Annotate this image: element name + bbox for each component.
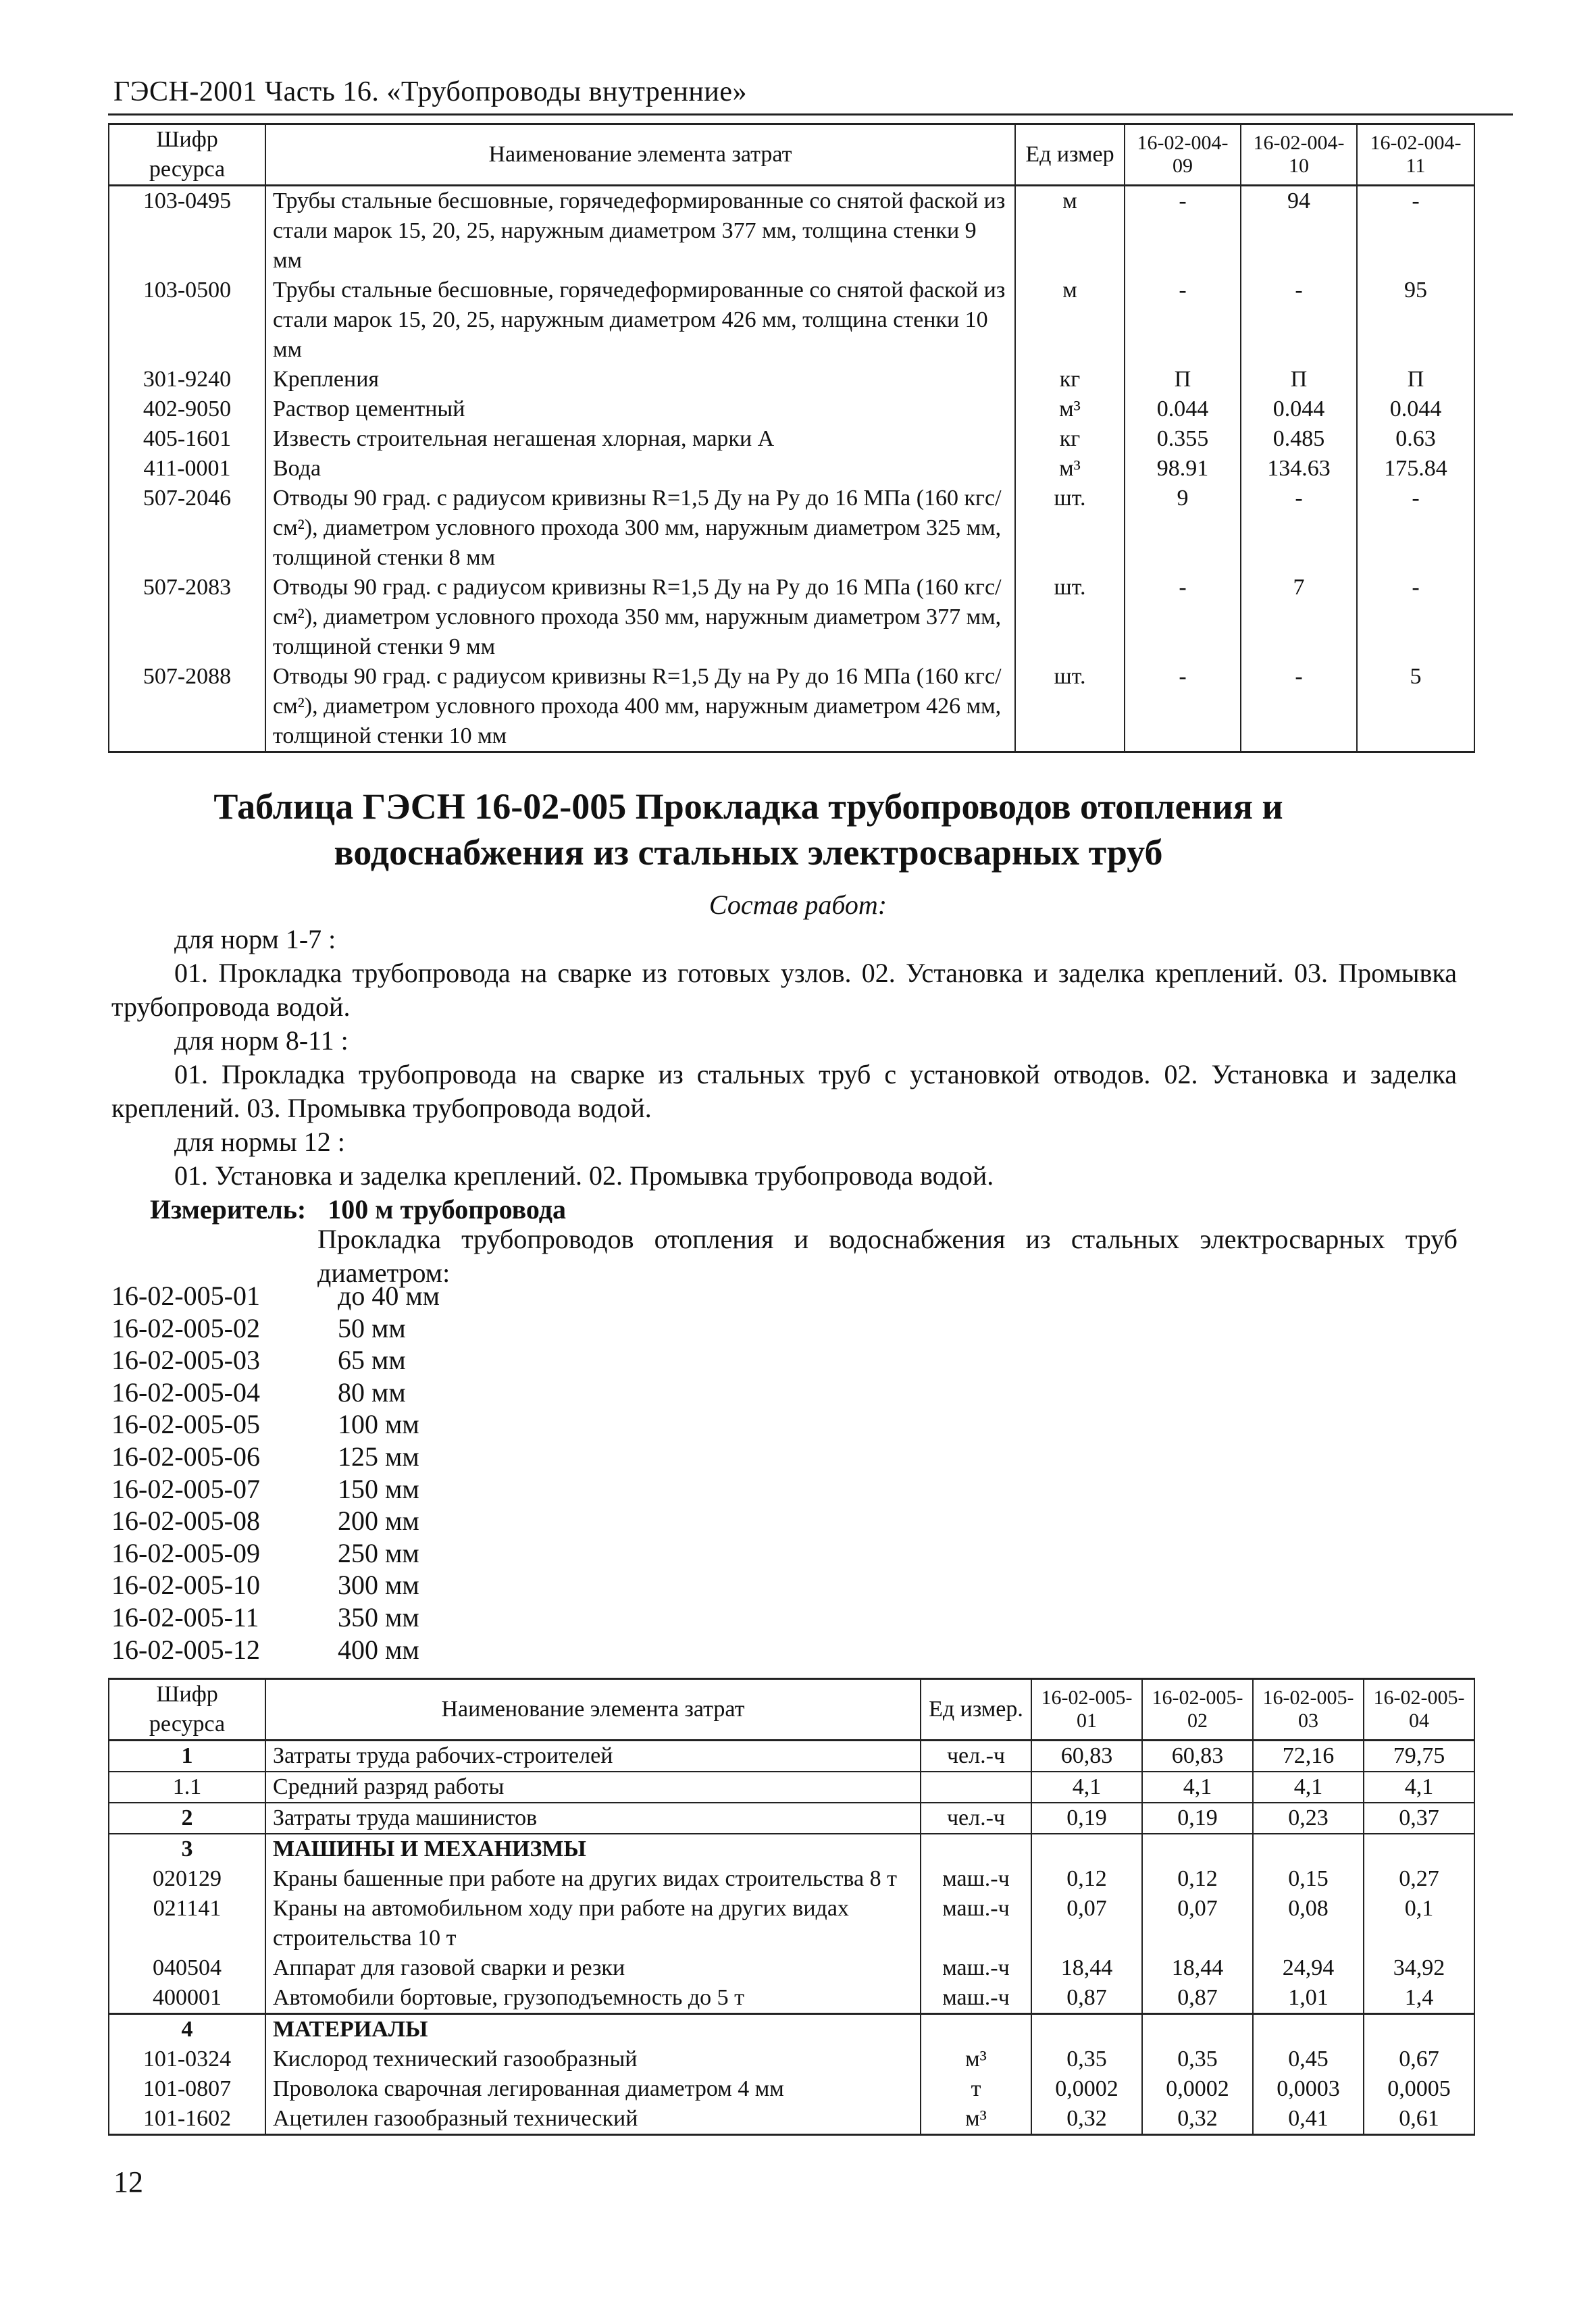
list-item <box>111 1280 440 1312</box>
value-col-4: 0,0005 <box>1364 2074 1474 2104</box>
resource-code: 101-1602 <box>109 2104 265 2135</box>
composition-heading: Состав работ: <box>709 890 887 920</box>
list-item <box>111 1473 440 1506</box>
table-row <box>109 1864 1474 1894</box>
norm-value: 250 мм <box>338 1537 419 1568</box>
resource-unit: м <box>1015 276 1125 365</box>
resource-unit: м³ <box>1015 394 1125 424</box>
resource-unit: маш.-ч <box>921 1894 1031 1953</box>
value-col-4: 0,27 <box>1364 1864 1474 1894</box>
value-col-1: - <box>1125 662 1241 752</box>
value-col-3: 0,41 <box>1253 2104 1364 2135</box>
resource-unit: м³ <box>921 2104 1031 2135</box>
norm-code: 16-02-005-02 <box>111 1312 260 1343</box>
table-row <box>109 2045 1474 2074</box>
table-title: Таблица ГЭСН 16-02-005 Прокладка трубопроводов отопления и водоснабжения из стальных электросварных труб <box>213 786 1283 873</box>
resource-unit: м <box>1015 186 1125 276</box>
norm-code: 16-02-005-12 <box>111 1634 260 1665</box>
value-col-3: - <box>1357 573 1474 662</box>
table-row <box>109 573 1474 662</box>
value-col-2 <box>1142 2014 1253 2045</box>
resource-code: 507-2046 <box>109 484 265 573</box>
norms-label-1-7: для норм 1-7 : <box>174 924 336 954</box>
table-section-row <box>109 2014 1474 2045</box>
norms-label-8-11: для норм 8-11 : <box>174 1025 349 1056</box>
resource-name: Трубы стальные бесшовные, горячедеформированные со снятой фаской из стали марок 15, 20, 25, наружным диаметром 377 мм, толщина стенки 9 мм <box>265 186 1015 276</box>
list-item <box>111 1601 440 1634</box>
running-header: ГЭСН-2001 Часть 16. «Трубопроводы внутренние» <box>113 76 748 107</box>
resource-code: 402-9050 <box>109 394 265 424</box>
resource-code: 507-2083 <box>109 573 265 662</box>
value-col-1 <box>1031 2014 1142 2045</box>
value-col-1: 0,0002 <box>1031 2074 1142 2104</box>
value-col-2: 0,19 <box>1142 1803 1253 1834</box>
resource-code: 405-1601 <box>109 424 265 454</box>
norm-code: 16-02-005-04 <box>111 1377 260 1408</box>
list-item <box>111 1537 440 1570</box>
list-item <box>111 1634 440 1666</box>
resource-unit: шт. <box>1015 573 1125 662</box>
value-col-4: 1,4 <box>1364 1983 1474 2014</box>
header-col-2: 16-02-004-10 <box>1241 124 1357 186</box>
resource-unit: чел.-ч <box>921 1803 1031 1834</box>
list-item <box>111 1505 440 1537</box>
value-col-3 <box>1253 2014 1364 2045</box>
resource-name: Отводы 90 град. с радиусом кривизны R=1,5 Ду на Ру до 16 МПа (160 кгс/см²), диаметром условного прохода 300 мм, наружным диаметром 325 мм, толщиной стенки 8 мм <box>265 484 1015 573</box>
value-col-1: - <box>1125 186 1241 276</box>
resource-code: 301-9240 <box>109 365 265 394</box>
resource-name: Краны на автомобильном ходу при работе на других видах строительства 10 т <box>265 1894 921 1953</box>
value-col-4: 34,92 <box>1364 1953 1474 1983</box>
resource-name: Трубы стальные бесшовные, горячедеформированные со снятой фаской из стали марок 15, 20, 25, наружным диаметром 426 мм, толщина стенки 10 мм <box>265 276 1015 365</box>
value-col-2: 18,44 <box>1142 1953 1253 1983</box>
header-col-3: 16-02-004-11 <box>1357 124 1474 186</box>
resource-name: Отводы 90 град. с радиусом кривизны R=1,5 Ду на Ру до 16 МПа (160 кгс/см²), диаметром условного прохода 350 мм, наружным диаметром 377 мм, толщиной стенки 9 мм <box>265 573 1015 662</box>
resource-code: 103-0495 <box>109 186 265 276</box>
resource-table-16-02-005 <box>108 1678 1475 2136</box>
value-col-3: 5 <box>1357 662 1474 752</box>
table-row <box>109 1772 1474 1803</box>
table-row <box>109 1803 1474 1834</box>
value-col-1: 9 <box>1125 484 1241 573</box>
value-col-1: 0,35 <box>1031 2045 1142 2074</box>
norm-value: 65 мм <box>338 1345 406 1376</box>
resource-name: Кислород технический газообразный <box>265 2045 921 2074</box>
table-row <box>109 2104 1474 2135</box>
value-col-1 <box>1031 1834 1142 1864</box>
value-col-1: 0,12 <box>1031 1864 1142 1894</box>
resource-name: Средний разряд работы <box>265 1772 921 1803</box>
value-col-4 <box>1364 2014 1474 2045</box>
table-row <box>109 186 1474 276</box>
value-col-1: 0,87 <box>1031 1983 1142 2014</box>
header-name: Наименование элемента затрат <box>265 124 1015 186</box>
list-item <box>111 1312 440 1345</box>
section-name: МАШИНЫ И МЕХАНИЗМЫ <box>265 1834 921 1864</box>
header-unit: Ед измер <box>1015 124 1125 186</box>
table-row <box>109 1983 1474 2014</box>
header-code: Шифр ресурса <box>109 124 265 186</box>
value-col-2 <box>1142 1834 1253 1864</box>
table-section-row <box>109 1834 1474 1864</box>
table-row <box>109 276 1474 365</box>
table-row <box>109 365 1474 394</box>
value-col-2: 94 <box>1241 186 1357 276</box>
value-col-2: 0,12 <box>1142 1864 1253 1894</box>
value-col-2: 134.63 <box>1241 454 1357 484</box>
resource-unit: м³ <box>921 2045 1031 2074</box>
table-row <box>109 424 1474 454</box>
value-col-1: 4,1 <box>1031 1772 1142 1803</box>
resource-name: Ацетилен газообразный технический <box>265 2104 921 2135</box>
list-item <box>111 1408 440 1441</box>
header-unit: Ед измер. <box>921 1679 1031 1741</box>
value-col-3: 0,23 <box>1253 1803 1364 1834</box>
value-col-2: П <box>1241 365 1357 394</box>
resource-name: Отводы 90 град. с радиусом кривизны R=1,5 Ду на Ру до 16 МПа (160 кгс/см²), диаметром условного прохода 400 мм, наружным диаметром 426 мм, толщиной стенки 10 мм <box>265 662 1015 752</box>
header-col-1: 16-02-004-09 <box>1125 124 1241 186</box>
value-col-2: - <box>1241 662 1357 752</box>
value-col-2: 0,0002 <box>1142 2074 1253 2104</box>
norm-code: 16-02-005-05 <box>111 1409 260 1440</box>
resource-code: 400001 <box>109 1983 265 2014</box>
norm-value: 80 мм <box>338 1377 406 1408</box>
value-col-3: 0,0003 <box>1253 2074 1364 2104</box>
value-col-1: 0.044 <box>1125 394 1241 424</box>
header-col-4: 16-02-005-04 <box>1364 1679 1474 1741</box>
header-code: Шифр ресурса <box>109 1679 265 1741</box>
resource-code: 507-2088 <box>109 662 265 752</box>
page-number: 12 <box>113 2165 143 2199</box>
section-name: МАТЕРИАЛЫ <box>265 2014 921 2045</box>
resource-unit <box>921 1772 1031 1803</box>
table-row <box>109 454 1474 484</box>
norm-code: 16-02-005-06 <box>111 1441 260 1472</box>
norm-code: 16-02-005-08 <box>111 1506 260 1537</box>
norm-code: 16-02-005-09 <box>111 1537 260 1568</box>
resource-unit: м³ <box>1015 454 1125 484</box>
resource-code: 1 <box>109 1741 265 1772</box>
resource-name: Аппарат для газовой сварки и резки <box>265 1953 921 1983</box>
table-row <box>109 662 1474 752</box>
value-col-2: 0,87 <box>1142 1983 1253 2014</box>
value-col-1: 0,32 <box>1031 2104 1142 2135</box>
value-col-1: П <box>1125 365 1241 394</box>
value-col-1: 0,07 <box>1031 1894 1142 1953</box>
value-col-1: 18,44 <box>1031 1953 1142 1983</box>
value-col-3: 0.63 <box>1357 424 1474 454</box>
value-col-3: П <box>1357 365 1474 394</box>
value-col-4: 79,75 <box>1364 1741 1474 1772</box>
table-row <box>109 1894 1474 1953</box>
table-row <box>109 1953 1474 1983</box>
works-8-11: 01. Прокладка трубопровода на сварке из стальных труб с установкой отводов. 02. Установка и заделка креплений. 03. Промывка трубопровода водой. <box>111 1059 1457 1123</box>
value-col-1: - <box>1125 276 1241 365</box>
norms-label-12: для нормы 12 : <box>174 1127 345 1157</box>
resource-unit: т <box>921 2074 1031 2104</box>
resource-unit: шт. <box>1015 484 1125 573</box>
value-col-2: 4,1 <box>1142 1772 1253 1803</box>
measurer-value: 100 м трубопровода <box>328 1194 566 1225</box>
list-item <box>111 1377 440 1409</box>
value-col-2: 0,07 <box>1142 1894 1253 1953</box>
resource-code: 2 <box>109 1803 265 1834</box>
norm-value: до 40 мм <box>338 1281 440 1311</box>
resource-unit: кг <box>1015 365 1125 394</box>
resource-unit: чел.-ч <box>921 1741 1031 1772</box>
value-col-3: 0,45 <box>1253 2045 1364 2074</box>
resource-name: Проволока сварочная легированная диаметром 4 мм <box>265 2074 921 2104</box>
norms-list <box>111 1280 440 1666</box>
resource-code: 020129 <box>109 1864 265 1894</box>
resource-name: Автомобили бортовые, грузоподъемность до 5 т <box>265 1983 921 2014</box>
value-col-2: 60,83 <box>1142 1741 1253 1772</box>
table-row <box>109 1741 1474 1772</box>
value-col-2: 0,32 <box>1142 2104 1253 2135</box>
norm-code: 16-02-005-01 <box>111 1281 260 1311</box>
norm-value: 50 мм <box>338 1312 406 1343</box>
resource-name: Раствор цементный <box>265 394 1015 424</box>
resource-unit: маш.-ч <box>921 1864 1031 1894</box>
norm-value: 400 мм <box>338 1634 419 1665</box>
resource-code: 101-0324 <box>109 2045 265 2074</box>
value-col-3: - <box>1357 186 1474 276</box>
header-col-2: 16-02-005-02 <box>1142 1679 1253 1741</box>
value-col-4 <box>1364 1834 1474 1864</box>
value-col-2: 0.044 <box>1241 394 1357 424</box>
value-col-3: 4,1 <box>1253 1772 1364 1803</box>
value-col-1: - <box>1125 573 1241 662</box>
table-row <box>109 394 1474 424</box>
norm-value: 150 мм <box>338 1473 419 1504</box>
section-code: 4 <box>109 2014 265 2045</box>
header-rule <box>108 113 1513 115</box>
norm-code: 16-02-005-07 <box>111 1473 260 1504</box>
value-col-3: 0,15 <box>1253 1864 1364 1894</box>
norm-value: 350 мм <box>338 1601 419 1632</box>
resource-code: 021141 <box>109 1894 265 1953</box>
works-1-7: 01. Прокладка трубопровода на сварке из готовых узлов. 02. Установка и заделка креплений. 03. Промывка трубопровода водой. <box>111 958 1457 1022</box>
resource-unit: маш.-ч <box>921 1953 1031 1983</box>
resource-code: 040504 <box>109 1953 265 1983</box>
resource-code: 1.1 <box>109 1772 265 1803</box>
resource-table-continuation <box>108 123 1475 753</box>
value-col-4: 0,67 <box>1364 2045 1474 2074</box>
value-col-2: 0.485 <box>1241 424 1357 454</box>
list-item <box>111 1569 440 1601</box>
value-col-4: 0,1 <box>1364 1894 1474 1953</box>
resource-name: Краны башенные при работе на других видах строительства 8 т <box>265 1864 921 1894</box>
list-item <box>111 1344 440 1377</box>
resource-name: Вода <box>265 454 1015 484</box>
list-item <box>111 1441 440 1473</box>
value-col-3: 0,08 <box>1253 1894 1364 1953</box>
resource-code: 411-0001 <box>109 454 265 484</box>
resource-name: Затраты труда рабочих-строителей <box>265 1741 921 1772</box>
norm-code: 16-02-005-11 <box>111 1601 259 1632</box>
resource-unit <box>921 1834 1031 1864</box>
value-col-4: 0,37 <box>1364 1803 1474 1834</box>
value-col-4: 0,61 <box>1364 2104 1474 2135</box>
resource-unit: маш.-ч <box>921 1983 1031 2014</box>
value-col-3 <box>1253 1834 1364 1864</box>
table-row <box>109 2074 1474 2104</box>
norm-value: 200 мм <box>338 1506 419 1537</box>
resource-name: Крепления <box>265 365 1015 394</box>
header-col-1: 16-02-005-01 <box>1031 1679 1142 1741</box>
value-col-2: 7 <box>1241 573 1357 662</box>
value-col-3: 0.044 <box>1357 394 1474 424</box>
value-col-1: 0,19 <box>1031 1803 1142 1834</box>
resource-code: 101-0807 <box>109 2074 265 2104</box>
table-row <box>109 484 1474 573</box>
norms-intro: Прокладка трубопроводов отопления и водоснабжения из стальных электросварных труб диаметром: <box>317 1224 1458 1288</box>
value-col-2: - <box>1241 484 1357 573</box>
value-col-2: - <box>1241 276 1357 365</box>
resource-name: Известь строительная негашеная хлорная, марки А <box>265 424 1015 454</box>
norm-code: 16-02-005-03 <box>111 1345 260 1376</box>
value-col-2: 0,35 <box>1142 2045 1253 2074</box>
header-col-3: 16-02-005-03 <box>1253 1679 1364 1741</box>
resource-code: 103-0500 <box>109 276 265 365</box>
section-code: 3 <box>109 1834 265 1864</box>
norm-code: 16-02-005-10 <box>111 1570 260 1601</box>
value-col-1: 0.355 <box>1125 424 1241 454</box>
resource-name: Затраты труда машинистов <box>265 1803 921 1834</box>
value-col-4: 4,1 <box>1364 1772 1474 1803</box>
norm-value: 125 мм <box>338 1441 419 1472</box>
measurer-label: Измеритель: <box>150 1194 307 1225</box>
value-col-1: 98.91 <box>1125 454 1241 484</box>
header-name: Наименование элемента затрат <box>265 1679 921 1741</box>
value-col-3: 95 <box>1357 276 1474 365</box>
works-12: 01. Установка и заделка креплений. 02. Промывка трубопровода водой. <box>174 1160 994 1191</box>
value-col-1: 60,83 <box>1031 1741 1142 1772</box>
value-col-3: 24,94 <box>1253 1953 1364 1983</box>
resource-unit: кг <box>1015 424 1125 454</box>
resource-unit: шт. <box>1015 662 1125 752</box>
resource-unit <box>921 2014 1031 2045</box>
measurer-line <box>150 1193 566 1227</box>
value-col-3: 175.84 <box>1357 454 1474 484</box>
value-col-3: - <box>1357 484 1474 573</box>
value-col-3: 1,01 <box>1253 1983 1364 2014</box>
norm-value: 100 мм <box>338 1409 419 1440</box>
norm-value: 300 мм <box>338 1570 419 1601</box>
value-col-3: 72,16 <box>1253 1741 1364 1772</box>
